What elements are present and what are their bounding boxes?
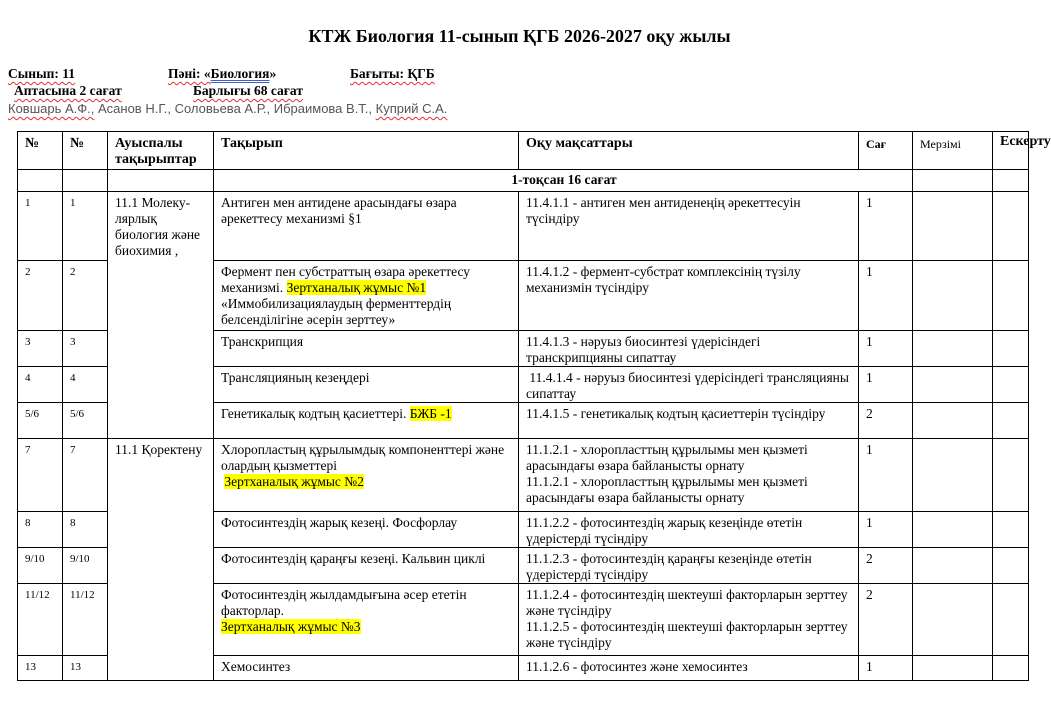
header-topic: Тақырып <box>214 132 519 170</box>
lab-work-highlight: Зертханалық жұмыс №1 <box>286 280 427 295</box>
note-cell <box>993 192 1029 261</box>
row-number: 9/10 <box>63 548 108 584</box>
weekly-hours: Аптасына 2 сағат <box>14 83 122 98</box>
date-cell <box>913 192 993 261</box>
authors-line: Ковшарь А.Ф., Асанов Н.Г., Соловьева А.Р., Ибраимова В.Т., Куприй С.А. <box>8 101 448 116</box>
row-number: 2 <box>63 261 108 331</box>
row-number: 3 <box>18 331 63 367</box>
date-cell <box>913 403 993 439</box>
lab-work-highlight: Зертханалық жұмыс №3 <box>221 619 361 634</box>
objective-cell: 11.4.1.4 - нәруыз биосинтезі үдерісіндегі трансляцияны сипаттау <box>519 367 859 403</box>
header-objectives: Оқу мақсаттары <box>519 132 859 170</box>
date-cell <box>913 656 993 681</box>
objective-cell: 11.1.2.6 - фотосинтез және хемосинтез <box>519 656 859 681</box>
header-number-1: № <box>18 132 63 170</box>
class-label: Сынып: 11 <box>8 66 76 81</box>
row-number: 5/6 <box>18 403 63 439</box>
direction-label: Бағыты: ҚГБ <box>350 66 435 81</box>
date-cell <box>913 261 993 331</box>
hours-cell: 1 <box>859 439 913 512</box>
lab-work-highlight: Зертханалық жұмыс №2 <box>224 474 364 489</box>
hours-cell: 1 <box>859 367 913 403</box>
topic-cell: Генетикалық кодтың қасиеттері. БЖБ -1 <box>214 403 519 439</box>
row-number: 4 <box>63 367 108 403</box>
hours-cell: 2 <box>859 403 913 439</box>
table-row <box>18 439 1029 512</box>
row-number: 8 <box>18 512 63 548</box>
note-cell <box>993 261 1029 331</box>
date-cell <box>913 331 993 367</box>
subject-label: Пәні: «Биология» <box>168 66 277 81</box>
row-number: 13 <box>18 656 63 681</box>
note-cell <box>993 512 1029 548</box>
header-note: Ескерту <box>993 132 1029 170</box>
note-cell <box>993 584 1029 656</box>
hours-cell: 1 <box>859 331 913 367</box>
objective-cell: 11.1.2.2 - фотосинтездің жарық кезеңінде өтетін үдерістерді түсіндіру <box>519 512 859 548</box>
topic-cell: Фермент пен субстраттың өзара әрекеттесу механизмі. Зертханалық жұмыс №1 «Иммобилизациялаудың ферменттердің белсенділігіне әсерін зерттеу» <box>214 261 519 331</box>
hours-cell: 1 <box>859 192 913 261</box>
topic-cell: Транскрипция <box>214 331 519 367</box>
header-date: Мерзімі <box>913 132 993 170</box>
row-number: 3 <box>63 331 108 367</box>
date-cell <box>913 439 993 512</box>
row-number: 1 <box>18 192 63 261</box>
row-number: 11/12 <box>18 584 63 656</box>
note-cell <box>993 548 1029 584</box>
header-hours: Сағ <box>859 132 913 170</box>
objective-cell: 11.4.1.5 - генетикалық кодтың қасиеттерін түсіндіру <box>519 403 859 439</box>
hours-cell: 1 <box>859 261 913 331</box>
assessment-highlight: БЖБ -1 <box>409 406 452 421</box>
date-cell <box>913 512 993 548</box>
date-cell <box>913 584 993 656</box>
note-cell <box>993 403 1029 439</box>
row-number: 4 <box>18 367 63 403</box>
row-number: 7 <box>18 439 63 512</box>
row-number: 13 <box>63 656 108 681</box>
total-hours: Барлығы 68 сағат <box>193 83 303 98</box>
note-cell <box>993 439 1029 512</box>
topic-cell: Фотосинтездің жылдамдығына әсер ететін факторлар. Зертханалық жұмыс №3 <box>214 584 519 656</box>
topic-cell: Хлоропластың құрылымдық компоненттері және олардың қызметтері Зертханалық жұмыс №2 <box>214 439 519 512</box>
section-cell: 11.1 Қоректену <box>108 439 214 681</box>
quarter-label: 1-тоқсан 16 сағат <box>214 170 913 192</box>
note-cell <box>993 331 1029 367</box>
row-number: 7 <box>63 439 108 512</box>
table-header-row <box>18 132 1029 170</box>
objective-cell: 11.4.1.3 - нәруыз биосинтезі үдерісіндегі транскрипцияны сипаттау <box>519 331 859 367</box>
note-cell <box>993 656 1029 681</box>
document-title: КТЖ Биология 11-сынып ҚГБ 2026-2027 оқу жылы <box>308 26 731 46</box>
objective-cell: 11.1.2.4 - фотосинтездің шектеуші факторларын зерттеу және түсіндіру 11.1.2.5 - фотосинтездің шектеуші факторларын зерттеу және түсіндіру <box>519 584 859 656</box>
hours-cell: 2 <box>859 548 913 584</box>
note-cell <box>993 367 1029 403</box>
hours-cell: 2 <box>859 584 913 656</box>
header-section: Ауыспалы тақырыптар <box>108 132 214 170</box>
topic-cell: Трансляцияның кезеңдері <box>214 367 519 403</box>
row-number: 2 <box>18 261 63 331</box>
date-cell <box>913 367 993 403</box>
row-number: 1 <box>63 192 108 261</box>
topic-cell: Фотосинтездің жарық кезеңі. Фосфорлау <box>214 512 519 548</box>
objective-cell: 11.1.2.1 - хлоропласттың құрылымы мен қызметі арасындағы өзара байланысты орнату 11.1.2.1 - хлоропласттың құрылымы мен қызметі арасындағы өзара байланысты орнату <box>519 439 859 512</box>
row-number: 11/12 <box>63 584 108 656</box>
topic-cell: Антиген мен антидене арасындағы өзара әрекеттесу механизмі §1 <box>214 192 519 261</box>
date-cell <box>913 548 993 584</box>
table-row <box>18 192 1029 261</box>
objective-cell: 11.4.1.2 - фермент-субстрат комплексінің түзілу механизмін түсіндіру <box>519 261 859 331</box>
hours-cell: 1 <box>859 656 913 681</box>
plan-table <box>17 131 1051 681</box>
row-number: 5/6 <box>63 403 108 439</box>
objective-cell: 11.4.1.1 - антиген мен антиденеңің әрекеттесуін түсіндіру <box>519 192 859 261</box>
topic-cell: Фотосинтездің қараңғы кезеңі. Кальвин циклі <box>214 548 519 584</box>
header-number-2: № <box>63 132 108 170</box>
topic-cell: Хемосинтез <box>214 656 519 681</box>
row-number: 8 <box>63 512 108 548</box>
objective-cell: 11.1.2.3 - фотосинтездің қараңғы кезеңінде өтетін үдерістерді түсіндіру <box>519 548 859 584</box>
hours-cell: 1 <box>859 512 913 548</box>
row-number: 9/10 <box>18 548 63 584</box>
section-cell: 11.1 Молеку-лярлық биология және биохимия , <box>108 192 214 439</box>
quarter-row <box>18 170 1029 192</box>
